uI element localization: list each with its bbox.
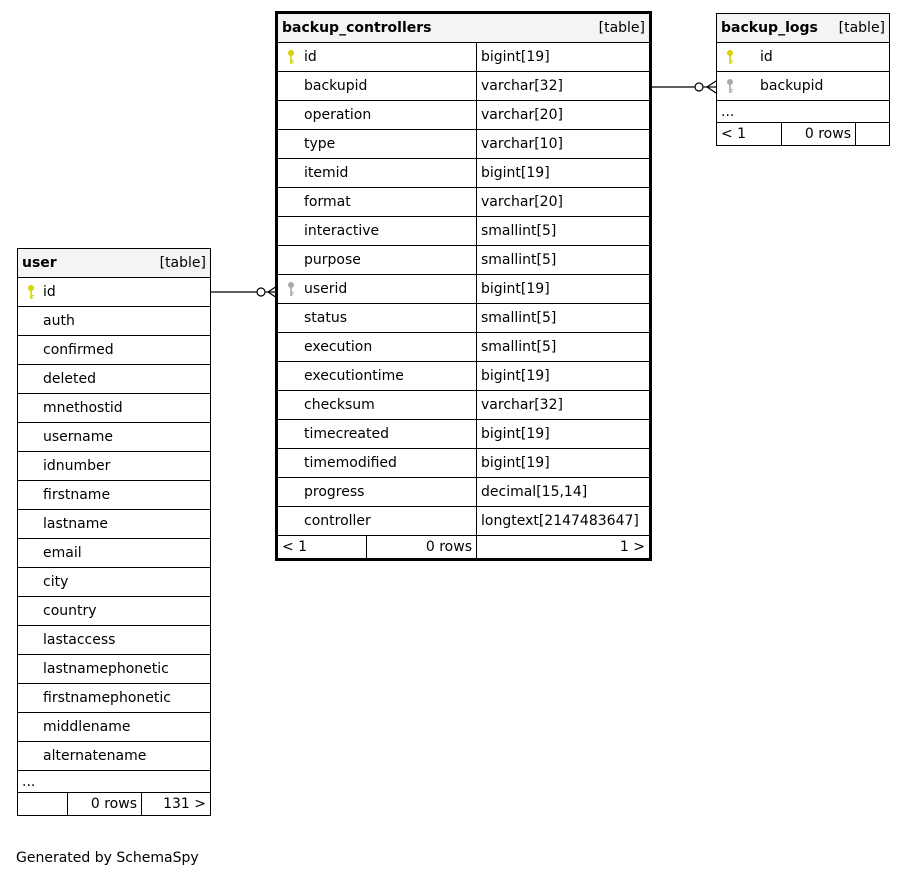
column-name: checksum <box>304 397 375 413</box>
column-name: firstnamephonetic <box>43 690 171 706</box>
column-row[interactable] <box>278 72 650 101</box>
column-name: format <box>304 194 351 210</box>
column-name: lastaccess <box>43 632 116 648</box>
column-row[interactable] <box>278 304 650 333</box>
column-name: type <box>304 136 336 152</box>
column-name-cell[interactable] <box>717 72 890 101</box>
column-name: timemodified <box>304 455 397 471</box>
column-row[interactable] <box>18 452 211 481</box>
column-row[interactable] <box>18 539 211 568</box>
column-row[interactable] <box>18 423 211 452</box>
table-backup-logs[interactable] <box>716 13 890 146</box>
column-row[interactable] <box>18 510 211 539</box>
column-name: alternatename <box>43 748 147 764</box>
column-name-cell[interactable] <box>18 713 211 742</box>
column-name-cell[interactable] <box>278 188 477 217</box>
primary-key-icon <box>286 49 296 65</box>
column-type: smallint[5] <box>477 217 650 246</box>
column-name-cell[interactable] <box>18 568 211 597</box>
column-name-cell[interactable] <box>18 626 211 655</box>
child-count[interactable] <box>856 123 890 146</box>
parent-count[interactable] <box>18 793 68 816</box>
column-name: firstname <box>43 487 111 503</box>
more-columns-ellipsis: ... <box>717 101 890 123</box>
foreign-key-icon <box>286 281 296 297</box>
column-type: smallint[5] <box>477 304 650 333</box>
column-name-cell[interactable] <box>18 423 211 452</box>
column-name: auth <box>43 313 75 329</box>
column-row[interactable] <box>278 130 650 159</box>
column-name: controller <box>304 513 371 529</box>
column-name-cell[interactable] <box>18 510 211 539</box>
table-header[interactable] <box>18 249 211 278</box>
column-name: id <box>760 49 773 65</box>
foreign-key-icon <box>725 78 735 94</box>
column-name: id <box>304 49 317 65</box>
column-name-cell[interactable] <box>18 278 211 307</box>
column-name: executiontime <box>304 368 404 384</box>
column-row[interactable] <box>278 391 650 420</box>
column-name-cell[interactable] <box>278 101 477 130</box>
column-name-cell[interactable] <box>278 130 477 159</box>
column-type: varchar[20] <box>477 188 650 217</box>
column-row[interactable] <box>717 43 890 72</box>
table-type-label: [table] <box>598 20 646 36</box>
column-name: confirmed <box>43 342 114 358</box>
column-type: varchar[10] <box>477 130 650 159</box>
parent-count[interactable]: < 1 <box>717 123 782 146</box>
column-name: email <box>43 545 82 561</box>
column-name-cell[interactable] <box>18 742 211 771</box>
column-row[interactable] <box>18 278 211 307</box>
column-name: purpose <box>304 252 361 268</box>
column-name-cell[interactable] <box>18 481 211 510</box>
column-row[interactable] <box>18 568 211 597</box>
column-name-cell[interactable] <box>18 365 211 394</box>
column-name-cell[interactable] <box>278 449 477 478</box>
column-row[interactable] <box>278 101 650 130</box>
column-name: execution <box>304 339 373 355</box>
column-row[interactable] <box>18 336 211 365</box>
generated-by-text: Generated by SchemaSpy <box>16 850 199 866</box>
column-name-cell[interactable] <box>278 159 477 188</box>
row-count: 0 rows <box>68 793 142 816</box>
column-row[interactable] <box>278 449 650 478</box>
column-type: longtext[2147483647] <box>477 507 650 536</box>
column-name-cell[interactable] <box>278 217 477 246</box>
column-name-cell[interactable] <box>717 43 890 72</box>
column-name: timecreated <box>304 426 389 442</box>
column-row[interactable] <box>18 626 211 655</box>
table-name[interactable]: user <box>22 255 57 271</box>
column-name-cell[interactable] <box>278 72 477 101</box>
column-row[interactable] <box>278 478 650 507</box>
column-name: deleted <box>43 371 96 387</box>
column-name-cell[interactable] <box>18 452 211 481</box>
table-name[interactable]: backup_logs <box>721 20 818 36</box>
column-name-cell[interactable] <box>18 336 211 365</box>
column-name: country <box>43 603 97 619</box>
column-type: varchar[20] <box>477 101 650 130</box>
column-name-cell[interactable] <box>278 420 477 449</box>
column-row[interactable] <box>717 72 890 101</box>
more-columns-ellipsis: ... <box>18 771 211 793</box>
column-name-cell[interactable] <box>278 478 477 507</box>
primary-key-icon <box>26 284 36 300</box>
column-name: backupid <box>760 78 824 94</box>
column-name-cell[interactable] <box>278 333 477 362</box>
relation-backup-controllers-to-backup-logs <box>649 81 716 93</box>
table-header[interactable] <box>717 14 890 43</box>
table-header[interactable] <box>278 14 650 43</box>
column-name-cell[interactable] <box>278 43 477 72</box>
table-type-label: [table] <box>838 20 886 36</box>
column-row[interactable] <box>18 742 211 771</box>
column-name-cell[interactable] <box>278 391 477 420</box>
column-type: bigint[19] <box>477 362 650 391</box>
column-type: smallint[5] <box>477 246 650 275</box>
child-count[interactable]: 131 > <box>142 793 211 816</box>
column-row[interactable] <box>18 394 211 423</box>
column-row[interactable] <box>278 159 650 188</box>
column-row[interactable] <box>278 246 650 275</box>
column-row[interactable] <box>278 507 650 536</box>
column-row[interactable] <box>18 597 211 626</box>
column-name: operation <box>304 107 372 123</box>
column-type: bigint[19] <box>477 420 650 449</box>
column-name: status <box>304 310 348 326</box>
column-name-cell[interactable] <box>278 304 477 333</box>
column-type: bigint[19] <box>477 275 650 304</box>
column-type: decimal[15,14] <box>477 478 650 507</box>
column-name-cell[interactable] <box>18 655 211 684</box>
column-name: middlename <box>43 719 131 735</box>
column-type: bigint[19] <box>477 43 650 72</box>
column-name: idnumber <box>43 458 111 474</box>
column-name: backupid <box>304 78 368 94</box>
column-name: interactive <box>304 223 380 239</box>
column-type: smallint[5] <box>477 333 650 362</box>
row-count: 0 rows <box>425 539 472 555</box>
column-type: bigint[19] <box>477 449 650 478</box>
column-row[interactable] <box>18 684 211 713</box>
column-name-cell[interactable] <box>278 362 477 391</box>
column-name-cell[interactable] <box>278 507 477 536</box>
column-name: username <box>43 429 113 445</box>
column-name: lastname <box>43 516 108 532</box>
child-count[interactable]: 1 > <box>477 536 650 559</box>
column-row[interactable] <box>278 333 650 362</box>
column-row[interactable] <box>18 713 211 742</box>
column-name: userid <box>304 281 348 297</box>
column-name-cell[interactable] <box>278 246 477 275</box>
column-name-cell[interactable] <box>18 597 211 626</box>
column-row[interactable] <box>278 43 650 72</box>
table-name[interactable]: backup_controllers <box>282 20 432 36</box>
table-backup-controllers[interactable] <box>277 13 650 559</box>
column-type: bigint[19] <box>477 159 650 188</box>
table-footer <box>278 536 477 559</box>
row-count: 0 rows <box>782 123 856 146</box>
primary-key-icon <box>725 49 735 65</box>
table-type-label: [table] <box>159 255 206 271</box>
column-name-cell[interactable] <box>18 684 211 713</box>
table-user[interactable] <box>17 248 211 816</box>
relation-user-to-backup-controllers <box>210 286 277 298</box>
column-type: varchar[32] <box>477 391 650 420</box>
column-name: progress <box>304 484 365 500</box>
column-row[interactable] <box>278 188 650 217</box>
column-row[interactable] <box>18 307 211 336</box>
column-row[interactable] <box>278 217 650 246</box>
column-type: varchar[32] <box>477 72 650 101</box>
column-name-cell[interactable] <box>18 307 211 336</box>
parent-count[interactable]: < 1 <box>278 536 367 558</box>
column-row[interactable] <box>18 365 211 394</box>
column-name-cell[interactable] <box>18 539 211 568</box>
column-name: mnethostid <box>43 400 123 416</box>
column-name-cell[interactable] <box>18 394 211 423</box>
column-row[interactable] <box>18 481 211 510</box>
column-name: city <box>43 574 69 590</box>
column-name: id <box>43 284 56 300</box>
column-row[interactable] <box>278 275 650 304</box>
column-row[interactable] <box>278 362 650 391</box>
column-name: lastnamephonetic <box>43 661 169 677</box>
column-name-cell[interactable] <box>278 275 477 304</box>
column-row[interactable] <box>278 420 650 449</box>
column-row[interactable] <box>18 655 211 684</box>
column-name: itemid <box>304 165 349 181</box>
